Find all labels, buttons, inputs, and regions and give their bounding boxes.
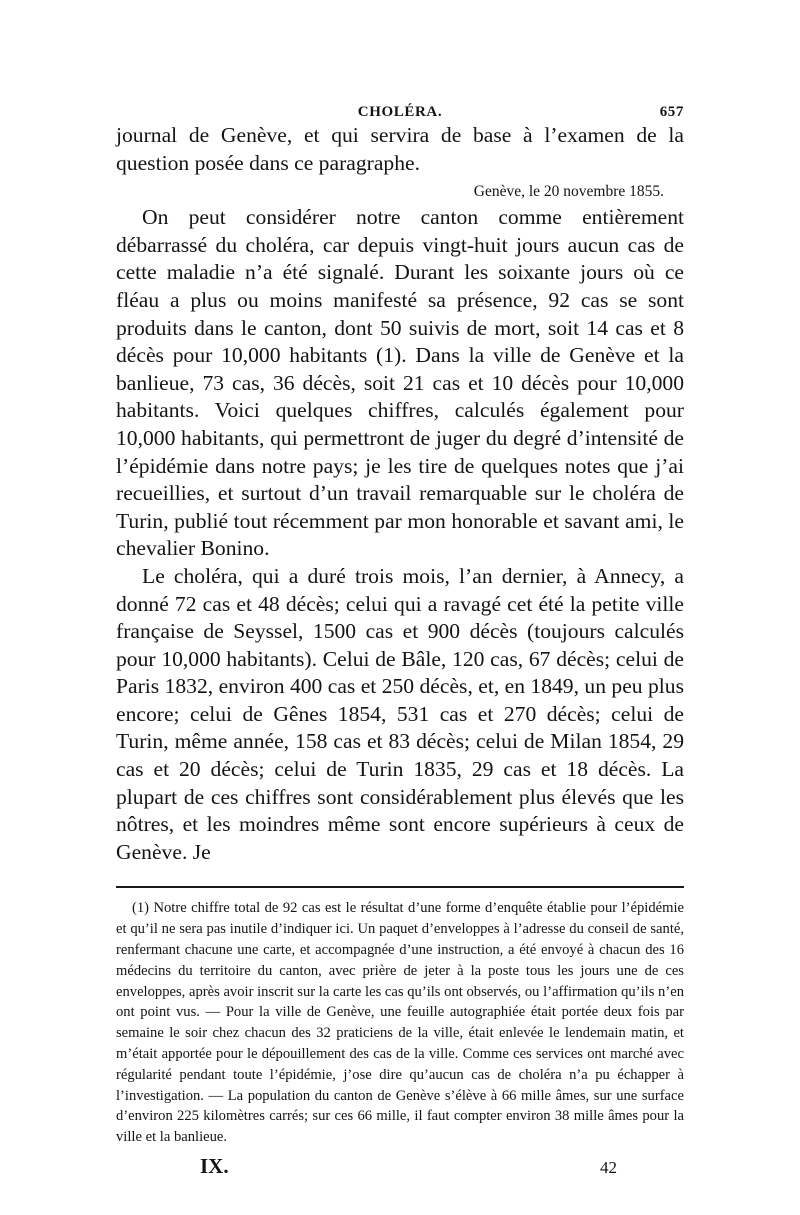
opening-paragraph: journal de Genève, et qui servira de base à l’examen de la question posée dans ce paragraphe. (116, 123, 684, 175)
running-head (116, 96, 684, 122)
signature-line (116, 1152, 684, 1182)
footnote-rule (116, 886, 684, 888)
paragraph-2: Le choléra, qui a duré trois mois, l’an dernier, à Annecy, a donné 72 cas et 48 décès; celui qui a ravagé cet été la petite ville française de Seyssel, 1500 cas et 900 décès (toujours calculés pour 10,000 habitants). Celui de Bâle, 120 cas, 67 décès; celui de Paris 1832, environ 400 cas et 250 décès, et, en 1849, un peu plus encore; celui de Gênes 1854, 531 cas et 270 décès; celui de Turin, même année, 158 cas et 83 décès; celui de Milan 1854, 29 cas et 20 décès; celui de Turin 1835, 29 cas et 18 décès. La plupart de ces chiffres sont considérablement plus élevés que les nôtres, et les moindres même sont encore supérieurs à ceux de Genève. Je (116, 563, 684, 864)
running-title: CHOLÉRA. (357, 104, 443, 120)
footnote: (1) Notre chiffre total de 92 cas est le résultat d’une forme d’enquête établie pour l’épidémie et qu’il ne sera pas inutile d’indiquer ici. Un paquet d’enveloppes à l’adresse du conseil de santé, renfermant chacune une carte, et accompagnée d’une instruction, a été envoyé à chacun des 16 médecins du territoire du canton, avec prière de jeter à la poste tous les jours une de ces enveloppes, après avoir inscrit sur la carte les cas qu’ils ont observés, ou l’affirmation qu’ils n’en ont point vus. — Pour la ville de Genève, une feuille autographiée était portée deux fois par semaine le soir chez chacun des 32 praticiens de la ville, était enlevée le lendemain matin, et m’était apportée pour le dépouillement des cas de la ville. Comme ces services ont marché avec régularité pendant toute l’épidémie, j’ose dire qu’aucun cas de choléra n’a pu échapper à l’investigation. — La population du canton de Genève s’élève à 66 mille âmes, sur une surface d’environ 225 kilomètres carrés; sur ces 66 mille, il faut compter environ 38 mille âmes pour la ville et la banlieue. (116, 900, 684, 1146)
signature-number: 42 (600, 1158, 617, 1177)
paragraph-1: On peut considérer notre canton comme entièrement débarrassé du choléra, car depuis vingt-huit jours aucun cas de cette maladie n’a été signalé. Durant les soixante jours où ce fléau a plus ou moins manifesté sa présence, 92 cas se sont produits dans le canton, dont 50 suivis de mort, soit 14 cas et 8 décès pour 10,000 habitants (1). Dans la ville de Genève et la banlieue, 73 cas, 36 décès, soit 21 cas et 10 décès pour 10,000 habitants. Voici quelques chiffres, calculés également pour 10,000 habitants, qui permettront de juger du degré d’intensité de l’épidémie dans notre pays; je les tire de quelques notes que j’ai recueillies, et surtout d’un travail remarquable sur le choléra de Turin, publié tout récemment par mon honorable et savant ami, le chevalier Bonino. (116, 205, 684, 561)
dateline: Genève, le 20 novembre 1855. (473, 183, 664, 201)
printer-signature: IX. (200, 1154, 229, 1178)
book-page (116, 96, 684, 1206)
main-text (116, 122, 684, 866)
page-number: 657 (659, 104, 684, 120)
